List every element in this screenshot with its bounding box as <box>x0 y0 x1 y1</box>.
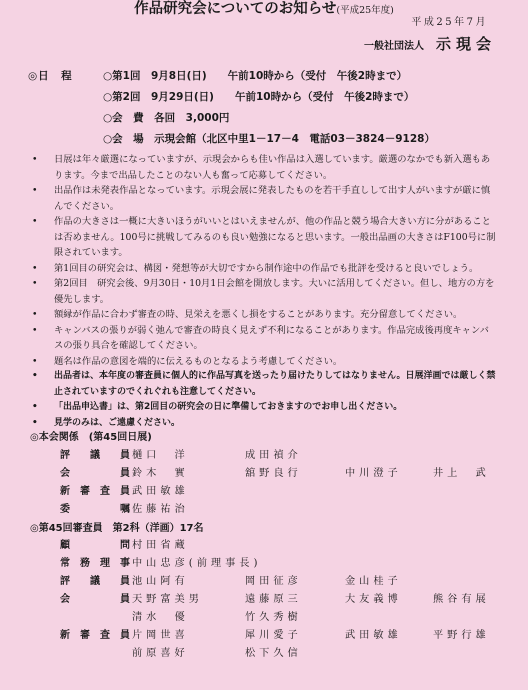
schedule-label: ◎日 程 <box>28 70 73 82</box>
bullet-icon: • <box>32 355 38 367</box>
bullet-icon: • <box>32 309 38 320</box>
member-name: 遠藤原三 <box>245 594 302 605</box>
note-text: キャンバスの張りが弱く弛んで審査の時良く見えず不利になることがあります。作品完成後再度キャンバスの張り具合を確認してください。 <box>54 324 489 351</box>
issue-date: 平成25年7月 <box>411 17 488 28</box>
member-name: 武田敏雄 <box>345 630 402 641</box>
note-text: 作品の大きさは一概に大きいほうがいいとはいえませんが、他の作品と競う場合大きい方に分があることは否めません。100号に挑戦してみるのも良い勉強になると思います。一般出品画の大きさはF100号に制限されています。 <box>54 216 496 258</box>
member-name: 天野富美男 <box>132 594 203 605</box>
bullet-icon: • <box>32 402 38 412</box>
note-item <box>28 261 498 277</box>
title-main: 作品研究会についてのお知らせ <box>134 1 337 17</box>
section-judges-title: ◎第45回審査員 第2科（洋画）17名 <box>30 523 204 534</box>
organization-name: 示現会 <box>435 35 496 53</box>
fee-text: ○会 費 各回 3,000円 <box>103 112 230 124</box>
member-role: 評議員 <box>60 576 130 587</box>
bullet-icon: • <box>32 154 38 165</box>
member-name: 前原喜好 <box>132 648 189 659</box>
note-text: 「出品申込書」は、第2回目の研究会の日に準備しておきますのでお申し出ください。 <box>54 402 403 412</box>
member-name: 松下久信 <box>245 648 302 659</box>
note-item <box>28 152 498 183</box>
member-name: 清水 優 <box>132 612 189 623</box>
member-name: 池山阿有 <box>132 576 189 587</box>
note-text: 見学のみは、ご遠慮ください。 <box>54 417 181 428</box>
member-name: 金山桂子 <box>345 576 402 587</box>
session2-text: ○第2回 9月29日(日) 午前10時から（受付 午後2時まで） <box>103 91 415 103</box>
session1-text: ○第1回 9月8日(日) 午前10時から（受付 午後2時まで） <box>103 70 408 82</box>
member-name: 中山忠彦(前理事長) <box>132 558 262 569</box>
member-name: 武田敏雄 <box>132 486 189 497</box>
title-year: (平成25年度) <box>336 5 394 16</box>
note-item <box>28 307 498 323</box>
member-role: 会員 <box>60 594 130 605</box>
member-role: 会員 <box>60 468 130 479</box>
member-name: 舘野良行 <box>245 468 302 479</box>
note-text: 第2回目 研究会後、9月30日・10月1日会館を開放します。大いに活用してください。但し、地方の方を優先します。 <box>54 278 495 305</box>
member-name: 平野行雄 <box>433 630 490 641</box>
note-item <box>28 354 498 370</box>
member-name: 熊谷有展 <box>433 594 490 605</box>
note-item <box>28 214 498 261</box>
member-role: 顧問 <box>60 540 130 551</box>
member-name: 岡田征彦 <box>245 576 302 587</box>
member-role: 新審査員 <box>60 630 130 641</box>
note-text: 出品者は、本年度の審査員に個人的に作品写真を送ったり届けたりしてはなりません。日展洋画では厳しく禁止されていますのでくれぐれも注意してください。 <box>54 371 496 397</box>
member-name: 中川澄子 <box>345 468 402 479</box>
organization-type: 一般社団法人 <box>363 41 424 52</box>
note-item <box>28 400 498 416</box>
member-name: 竹久秀樹 <box>245 612 302 623</box>
member-role: 評議員 <box>60 450 130 461</box>
note-text: 日展は年々厳選になっていますが、示現会からも佳い作品は入選しています。厳選のなかでも新入選もあります。今まで出品したことのない人も奮って応募してください。 <box>54 154 491 181</box>
member-name: 成田禎介 <box>245 450 302 461</box>
note-item <box>28 323 498 354</box>
organization <box>364 33 496 54</box>
venue-text: ○会 場 示現会館（北区中里1－17－4 電話03－3824－9128） <box>103 133 435 145</box>
member-name: 村田省蔵 <box>132 540 189 551</box>
note-item <box>28 276 498 307</box>
member-name: 鈴木 實 <box>132 468 189 479</box>
bullet-icon: • <box>32 417 38 428</box>
note-text: 第1回目の研究会は、構図・発想等が大切ですから制作途中の作品でも批評を受けると良いでしょう。 <box>54 262 479 274</box>
member-role: 常務理事 <box>60 558 130 569</box>
bullet-icon: • <box>32 216 38 227</box>
bullet-icon: • <box>32 262 38 274</box>
note-item <box>28 369 498 400</box>
member-name: 大友義博 <box>345 594 402 605</box>
bullet-icon: • <box>32 371 38 381</box>
bullet-icon: • <box>32 324 38 336</box>
note-text: 出品作は未発表作品となっています。示現会展に発表したものを若干手直しして出す人がいますが厳に慎んでください。 <box>54 185 491 212</box>
note-text: 額縁が作品に合わず審査の時、見栄えを悪くし損をすることがあります。充分留意してください。 <box>54 309 463 320</box>
member-name: 佐藤祐治 <box>132 504 189 515</box>
member-name: 犀川愛子 <box>245 630 302 641</box>
member-role: 新審査員 <box>60 486 130 497</box>
bullet-icon: • <box>32 278 38 289</box>
notes-list <box>28 152 498 431</box>
member-name: 樋口 洋 <box>132 450 189 461</box>
bullet-icon: • <box>32 185 38 196</box>
section-jigenkai-members-title: ◎本会関係 (第45回日展) <box>30 432 152 443</box>
note-item <box>28 183 498 214</box>
member-name: 片岡世喜 <box>132 630 189 641</box>
note-text: 題名は作品の意図を端的に伝えるものとなるよう考慮してください。 <box>54 355 343 367</box>
member-role: 委嘱 <box>60 504 130 515</box>
member-name: 井上 武 <box>433 468 490 479</box>
